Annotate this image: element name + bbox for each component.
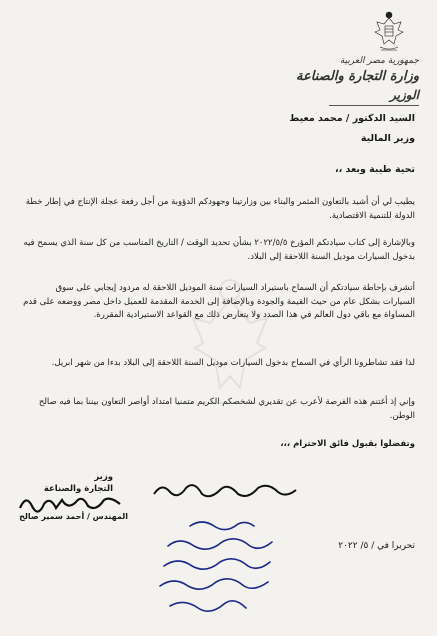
letterhead-ministry: وزارة التجارة والصناعة: [296, 69, 419, 84]
letterhead-republic: جمهورية مصر العربية: [339, 56, 419, 66]
recipient-name: السيد الدكتور / محمد معيط: [289, 113, 415, 124]
letterhead-title: الوزير: [390, 88, 419, 102]
closing-text: وتفضلوا بقبول فائق الاحترام ،،،: [280, 439, 415, 449]
signature-role-line-2: التجارة والصناعة: [43, 484, 113, 494]
signature-name: المهندس / أحمد سمير صالح: [19, 512, 128, 521]
eagle-emblem-icon: [372, 10, 406, 54]
body-paragraph-5: وإني إذ أغتنم هذه الفرصة لأعرب عن تقديري لشخصكم الكريم متمنيا امتداد أواصر التعاون بيننا بما فيه صالح الوطن.: [38, 397, 415, 421]
body-paragraph-4: لذا فقد تشاطرونا الرأي في السماح بدخول السيارات موديل السنة اللاحقة إلى البلاد بدءا من شهر ابريل.: [51, 358, 415, 368]
body-paragraph-3: أتشرف بإحاطة سيادتكم أن السماح باستيراد السيارات سنة الموديل اللاحقة له مردود إيجابي على سوق السيارات بشكل عام من حيث القيمة والجودة وبالإضافة إلى الخدمة المقدمة للعميل داخل مصر ووضعه على قدم المساواة مع باقي دول العالم في هذا الصدد ولا يتعارض ذلك مع القواعد الاستيرادية المقررة.: [23, 283, 415, 320]
body-paragraph-1: يطيب لي أن أشيد بالتعاون المثمر والبناء بين وزارتينا وجهودكم الدؤوبة من أجل رفعة عجلة الإنتاج في إطار خطة الدولة للتنمية الاقتصادية.: [25, 197, 415, 221]
letter-date: تحريرا في / ٥/ ٢٠٢٢: [338, 541, 415, 551]
greeting: تحية طيبة وبعد ،،: [335, 164, 415, 175]
recipient-position: وزير المالية: [360, 133, 415, 144]
handwritten-annotation-dark: [150, 478, 300, 504]
body-paragraph-2: وبالإشارة إلى كتاب سيادتكم المؤرخ ٢٠٢٢/٥/٥ بشأن تحديد الوقت / التاريخ المناسب من كل سنة الذي يسمح فيه بدخول السيارات موديل السنة اللاحقة إلى البلاد.: [23, 238, 415, 262]
handwritten-annotation-blue: [150, 516, 280, 626]
watermark-emblem-icon: [185, 268, 275, 418]
letterhead-divider: [329, 105, 419, 106]
signature-role-line-1: وزير: [94, 472, 113, 482]
